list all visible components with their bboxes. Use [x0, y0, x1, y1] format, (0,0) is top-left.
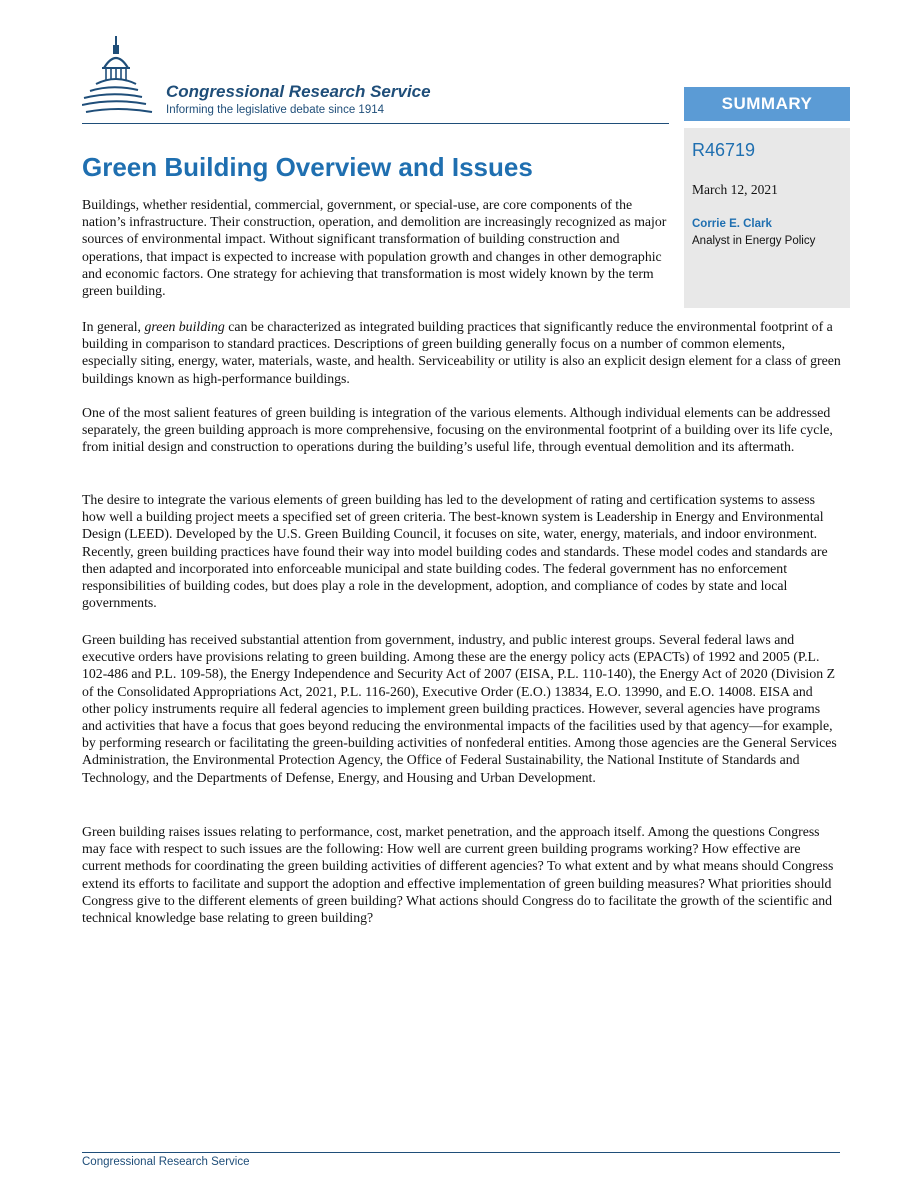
- report-date: March 12, 2021: [692, 182, 778, 197]
- organization-tagline: Informing the legislative debate since 1914: [166, 104, 385, 116]
- organization-name: Congressional Research Service: [166, 82, 431, 101]
- summary-paragraph-3: One of the most salient features of green building is integration of the various elements. Although individual elements can be addressed separately, the green building approach is more comprehensive, focusing on the environmental footprint of a building over its life cycle, from initial design and construction to operations during the building’s useful life, through eventual demolition and its aftermath.: [82, 405, 833, 455]
- footer-divider: [82, 1152, 840, 1153]
- report-info-box: [684, 128, 850, 308]
- capitol-dome-icon: [82, 34, 162, 122]
- summary-tab: SUMMARY: [684, 87, 850, 121]
- author-title: Analyst in Energy Policy: [692, 235, 816, 247]
- header-divider: [82, 123, 669, 124]
- summary-paragraph-6: Green building raises issues relating to performance, cost, market penetration, and the approach itself. Among the questions Congress may face with respect to such issues are the following: How well are current green building programs working? How effective are current methods for coordinating the green building activities of different agencies? To what extent and by what means should Congress extend its efforts to facilitate and support the adoption and effective implementation of green building measures? What priorities should Congress give to the different elements of green building? What actions should Congress do to facilitate the growth of the scientific and technical knowledge base relating to green building?: [82, 824, 834, 926]
- document-title: Green Building Overview and Issues: [82, 152, 533, 182]
- summary-paragraph-5: Green building has received substantial attention from government, industry, and public interest groups. Several federal laws and executive orders have provisions relating to green building. Among these are the energy policy acts (EPACTs) of 1992 and 2005 (P.L. 102-486 and P.L. 109-58), the Energy Independence and Security Act of 2007 (EISA, P.L. 110-140), the Energy Act of 2020 (Division Z of the Consolidated Appropriations Act, 2021, P.L. 116-260), Executive Order (E.O.) 13834, E.O. 13990, and E.O. 14008. EISA and other policy instruments require all federal agencies to implement green building practices. However, several agencies have programs and activities that have a focus that goes beyond reducing the environmental impacts of the facilities used by that agency—for example, by performing research or facilitating the green-building activities of nonfederal entities. Among those agencies are the General Services Administration, the Environmental Protection Agency, the Office of Federal Sustainability, the National Institute of Standards and Technology, and the Departments of Defense, Energy, and Housing and Urban Development.: [82, 632, 837, 785]
- crs-logo: [82, 34, 482, 124]
- report-number: R46719: [692, 140, 756, 160]
- summary-paragraph-1: Buildings, whether residential, commercial, government, or special-use, are core components of the nation’s infrastructure. Their construction, operation, and demolition are increasingly recognized as major sources of environmental impact. Without significant transformation of building construction and operations, that impact is expected to increase with population growth and changes in other demographic and economic factors. One strategy for achieving that transformation is most widely known by the term green building.: [82, 197, 667, 299]
- emphasized-term: green building: [144, 319, 225, 334]
- author-name: Corrie E. Clark: [692, 218, 772, 230]
- paragraph-text: can be characterized as integrated building practices that significantly reduce the environmental footprint of a building in comparison to standard practices. Descriptions of green building generally focus on a number of common elements, especially siting, energy, water, materials, waste, and health. Serviceability or utility is also an explicit design element for a class of green buildings known as high-performance buildings.: [82, 319, 841, 386]
- summary-paragraph-2: [82, 318, 842, 387]
- summary-paragraph-4: The desire to integrate the various elements of green building has led to the development of rating and certification systems to assess how well a building project meets a specified set of green criteria. The best-known system is Leadership in Energy and Environmental Design (LEED). Developed by the U.S. Green Building Council, it focuses on site, water, energy, materials, and indoor environment. Recently, green building practices have found their way into model building codes and standards. These model codes and standards are then adapted and incorporated into enforceable municipal and state building codes. The federal government has no enforcement responsibilities of building codes, but does play a role in the development, adoption, and compliance of codes by state and local governments.: [82, 492, 828, 611]
- footer-text: Congressional Research Service: [82, 1156, 250, 1168]
- paragraph-text: In general,: [82, 319, 145, 334]
